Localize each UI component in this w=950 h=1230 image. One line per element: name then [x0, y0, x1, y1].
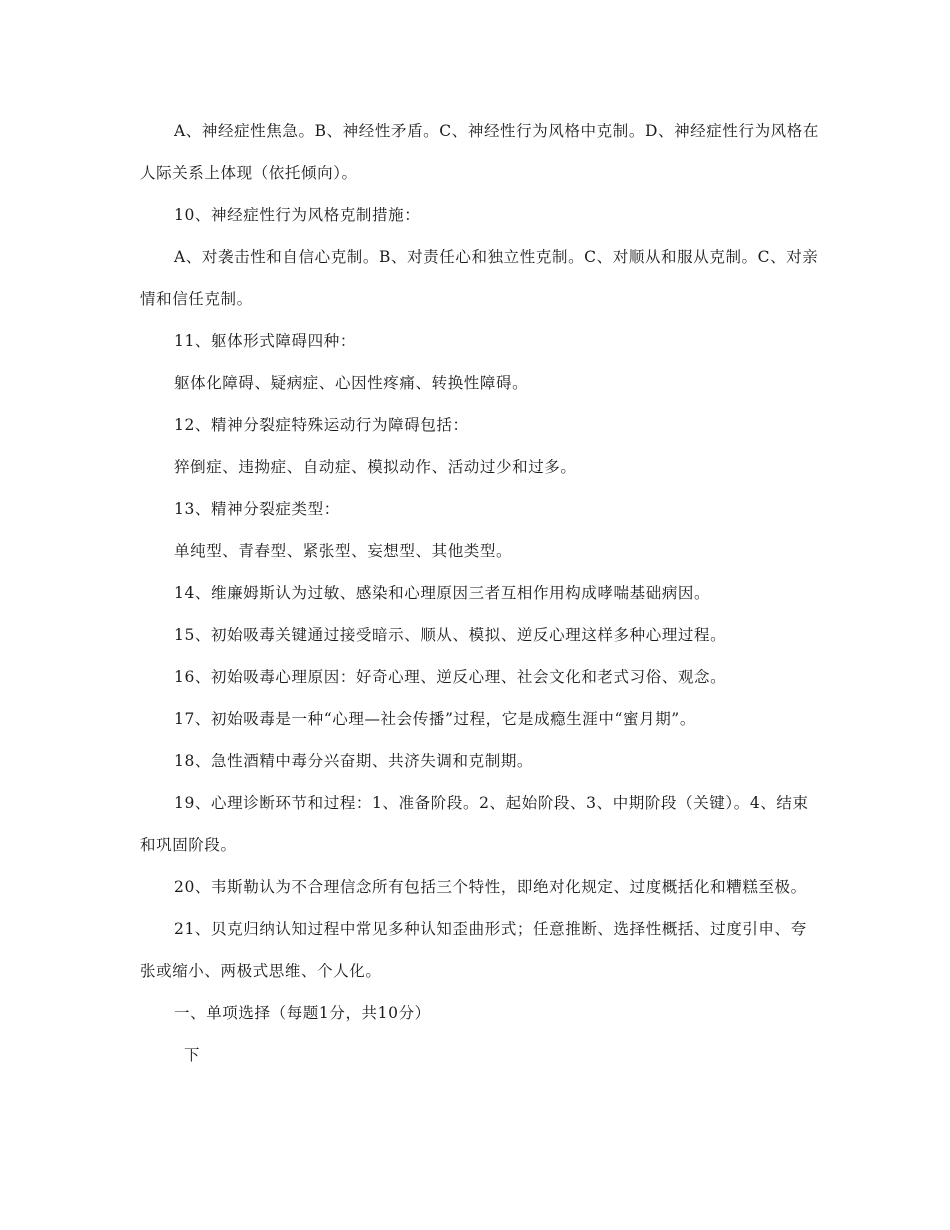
document-body — [140, 110, 820, 1076]
paragraph-item-21: 21、贝克归纳认知过程中常见多种认知歪曲形式；任意推断、选择性概括、过度引申、夸张或缩小、两极式思维、个人化。 — [140, 920, 807, 980]
paragraph-item-11: 11、躯体形式障碍四种： — [174, 332, 356, 350]
paragraph-fragment: 下 — [184, 1046, 201, 1064]
paragraph-item-11-answer: 躯体化障碍、疑病症、心因性疼痛、转换性障碍。 — [174, 374, 529, 392]
paragraph-item-12: 12、精神分裂症特殊运动行为障碍包括： — [174, 416, 469, 434]
section-heading-single-choice: 一、单项选择（每题1分，共10分） — [174, 1004, 431, 1022]
paragraph-item-20: 20、韦斯勒认为不合理信念所有包括三个特性，即绝对化规定、过度概括化和糟糕至极。 — [174, 878, 807, 896]
paragraph-item-18: 18、急性酒精中毒分兴奋期、共济失调和克制期。 — [174, 752, 534, 770]
paragraph-item-10: 10、神经症性行为风格克制措施： — [174, 206, 421, 224]
paragraph-item-15: 15、初始吸毒关键通过接受暗示、顺从、模拟、逆反心理这样多种心理过程。 — [174, 626, 727, 644]
paragraph-item-19: 19、心理诊断环节和过程：1、准备阶段。2、起始阶段、3、中期阶段（关键）。4、结束和巩固阶段。 — [140, 794, 809, 854]
paragraph-item-10-answer: A、对袭击性和自信心克制。B、对责任心和独立性克制。C、对顺从和服从克制。C、对亲情和信任克制。 — [140, 248, 819, 308]
paragraph-options-d: A、神经症性焦急。B、神经性矛盾。C、神经性行为风格中克制。D、神经症性行为风格在人际关系上体现（依托倾向）。 — [140, 122, 819, 182]
paragraph-item-16: 16、初始吸毒心理原因：好奇心理、逆反心理、社会文化和老式习俗、观念。 — [174, 668, 727, 686]
paragraph-item-13: 13、精神分裂症类型： — [174, 500, 340, 518]
paragraph-item-12-answer: 猝倒症、违拗症、自动症、模拟动作、活动过少和过多。 — [174, 458, 577, 476]
paragraph-item-17: 17、初始吸毒是一种“心理—社会传播”过程，它是成瘾生涯中“蜜月期”。 — [174, 710, 696, 728]
paragraph-item-13-answer: 单纯型、青春型、紧张型、妄想型、其他类型。 — [174, 542, 513, 560]
paragraph-item-14: 14、维廉姆斯认为过敏、感染和心理原因三者互相作用构成哮喘基础病因。 — [174, 584, 711, 602]
